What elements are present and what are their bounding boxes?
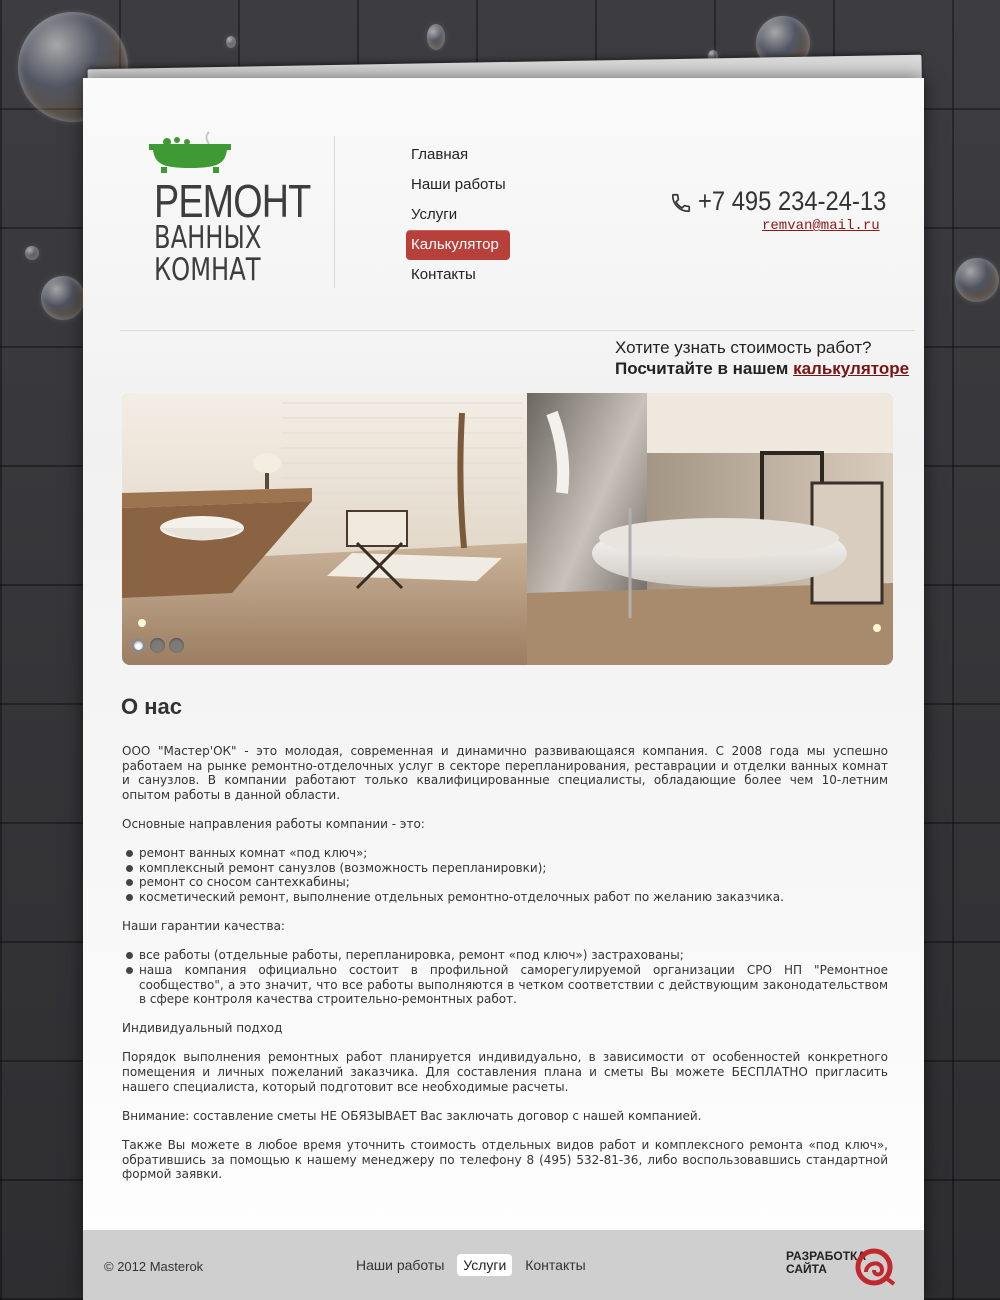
promo-line2-text: Посчитайте в нашем [615,359,789,378]
list-item: ремонт со сносом сантехкабины; [122,875,888,890]
page-title: О нас [121,694,182,719]
developer-text-line1: РАЗРАБОТКА [786,1249,867,1263]
about-paragraph: Внимание: составление сметы НЕ ОБЯЗЫВАЕТ Вас заключать договор с нашей компанией. [122,1108,702,1123]
bathroom-photo [122,393,893,665]
image-slider[interactable] [122,393,893,665]
footer-link-services[interactable]: Услуги [457,1254,512,1276]
promo-line1: Хотите узнать стоимость работ? [615,338,872,357]
phone-prefix: +7 495 [698,186,772,216]
bubble-decoration [427,24,445,50]
list-item: ремонт ванных комнат «под ключ»; [122,846,888,861]
footer-link-works[interactable]: Наши работы [356,1257,445,1273]
nav-item-services[interactable]: Услуги [411,206,458,223]
guarantees-list [122,948,888,1006]
services-list [122,846,888,904]
slider-dot[interactable] [131,638,146,653]
about-content [122,744,888,1196]
list-item: наша компания официально состоит в профильной саморегулируемой организации СРО НП "Ремонтное сообщество", а это значит, что все работы выполняются в четком соответствии с действующим законодательством в сфере контроля качества строительно-ремонтных работ. [122,963,888,1007]
developer-text-line2: САЙТА [786,1262,827,1276]
nav-item-works[interactable]: Наши работы [411,176,506,193]
main-nav [406,140,511,290]
bubble-decoration [955,258,999,302]
about-paragraph: Наши гарантии качества: [122,919,285,934]
list-item: косметический ремонт, выполнение отдельных ремонтно-отделочных работ по желанию заказчика. [122,890,888,905]
copyright: © 2012 Masterok [104,1259,204,1274]
phone-icon [670,192,692,214]
about-paragraph: Также Вы можете в любое время уточнить стоимость отдельных видов работ и комплексного ремонта «под ключ», обратившись за помощью к нашему менеджеру по телефону 8 (495) 532-81-36, либо воспользовавшись стандартной формой заявки. [122,1138,888,1182]
bubble-decoration [226,36,236,48]
nav-item-calculator[interactable]: Калькулятор [406,230,510,260]
slider-dot[interactable] [169,638,184,653]
list-item: все работы (отдельные работы, перепланировка, ремонт «под ключ») застрахованы; [122,948,888,963]
about-paragraph: Индивидуальный подход [122,1021,283,1036]
slider-dots [131,638,188,657]
footer-link-contacts[interactable]: Контакты [525,1257,586,1273]
header-divider [334,136,335,288]
bubble-decoration [25,246,39,260]
nav-item-contacts[interactable]: Контакты [411,266,476,283]
email-link[interactable]: remvan@mail.ru [762,218,880,234]
developer-credit[interactable] [786,1248,896,1286]
promo-line2 [615,358,909,379]
developer-logo-icon [854,1248,896,1286]
bathtub-icon [147,130,237,180]
about-paragraph: Порядок выполнения ремонтных работ планируется индивидуально, в зависимости от особенностей конкретного помещения и личных пожеланий заказчика. Для составления плана и сметы Вы можете БЕСПЛАТНО пригласить нашего специалиста, который подготовит все необходимые расчеты. [122,1050,888,1094]
logo-text-line3: КОМНАТ [154,252,261,288]
list-item: комплексный ремонт санузлов (возможность перепланировки); [122,861,888,876]
calculator-link[interactable]: калькуляторе [793,359,910,378]
bubble-decoration [41,276,85,320]
site-logo[interactable] [147,130,311,290]
nav-item-home[interactable]: Главная [411,146,469,163]
logo-text-line1: РЕМОНТ [154,175,311,227]
about-paragraph: Основные направления работы компании - это: [122,816,425,831]
logo-text-line2: ВАННЫХ [154,220,262,256]
calculator-promo [615,337,909,379]
header-separator [120,330,915,331]
phone-main: 234-24-13 [777,186,887,216]
about-paragraph: ООО "Мастер'ОК" - это молодая, современная и динамично развивающаяся компания. С 2008 года мы успешно работаем на рынке ремонтно-отделочных услуг в секторе перепланирования, реставрации и отделки ванных комнат и санузлов. В компании работают только квалифицированные специалисты, обладающие более чем 10-летним опытом работы в данной области. [122,744,888,802]
slider-dot[interactable] [150,638,165,653]
phone-number[interactable] [698,186,886,217]
footer-nav [350,1254,595,1276]
